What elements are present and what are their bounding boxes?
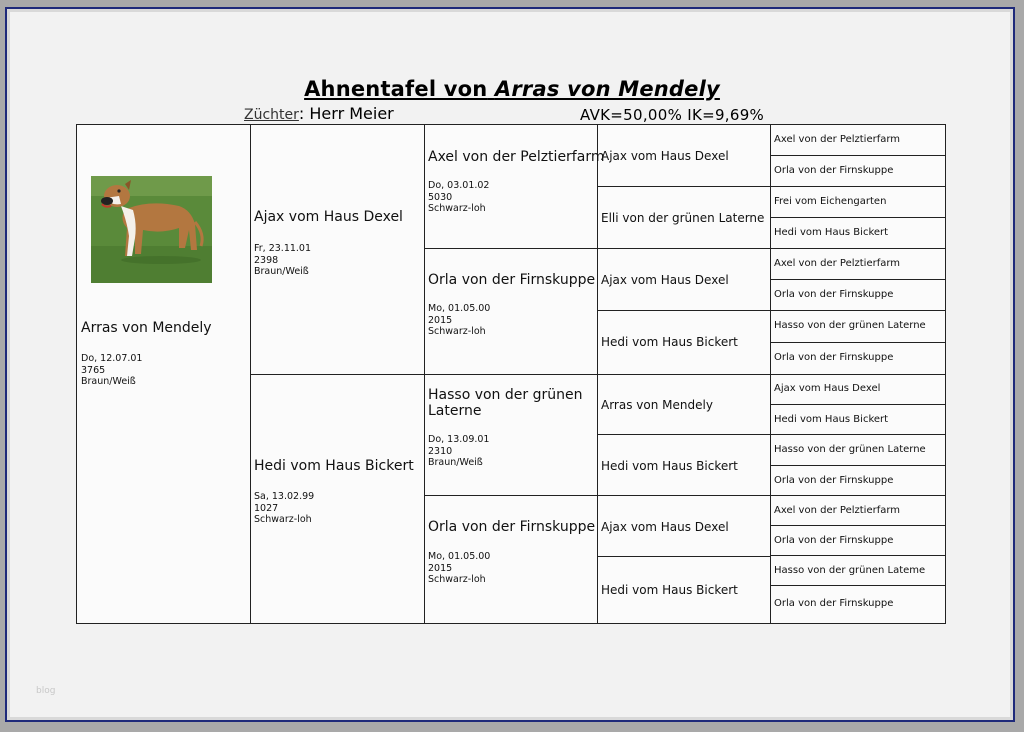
grandparent-color: Braun/Weiß	[428, 457, 483, 468]
gggp-name: Orla von der Firnskuppe	[774, 165, 894, 176]
grandparent-name: Orla von der Firnskuppe	[428, 272, 596, 288]
ggp-name: Arras von Mendely	[601, 398, 713, 412]
grandparent-cell	[424, 249, 597, 375]
sire-info	[254, 243, 311, 278]
ggp-name: Ajax vom Haus Dexel	[601, 149, 729, 163]
grandparent-color: Schwarz-loh	[428, 574, 486, 585]
gggp-cell	[770, 496, 945, 526]
subject-info	[81, 353, 142, 388]
gggp-name: Axel von der Pelztierfarm	[774, 258, 901, 269]
gggp-cell	[770, 187, 945, 218]
gggp-name: Axel von der Pelztierfarm	[774, 134, 901, 145]
grandparent-info	[428, 551, 490, 586]
ggp-cell	[597, 187, 770, 249]
ggp-cell	[597, 249, 770, 311]
dam-number: 1027	[254, 502, 279, 514]
dog-photo	[91, 176, 212, 283]
great-great-grandparents-column	[770, 125, 945, 623]
gggp-cell	[770, 125, 945, 156]
breeder-name: Herr Meier	[309, 104, 394, 123]
ggp-name: Hedi vom Haus Bickert	[601, 459, 738, 473]
gggp-name: Hedi vom Haus Bickert	[774, 414, 889, 425]
sire-color: Braun/Weiß	[254, 266, 309, 277]
grandparent-number: 2015	[428, 562, 453, 574]
ggp-name: Ajax vom Haus Dexel	[601, 273, 729, 287]
gggp-cell	[770, 343, 945, 375]
subject-date: Do, 12.07.01	[81, 353, 143, 364]
gggp-name: Ajax vom Haus Dexel	[774, 383, 881, 394]
gggp-name: Orla von der Firnskuppe	[774, 289, 894, 300]
grandparent-cell	[424, 375, 597, 496]
grandparent-info	[428, 434, 489, 469]
dam-name: Hedi vom Haus Bickert	[254, 458, 414, 474]
grandparents-column	[424, 125, 605, 623]
dam-cell	[250, 375, 424, 623]
grandparent-date: Mo, 01.05.00	[428, 303, 491, 314]
page-title	[0, 77, 1024, 101]
ggp-cell	[597, 311, 770, 375]
gggp-cell	[770, 526, 945, 556]
pedigree-table	[76, 124, 946, 624]
gggp-cell	[770, 556, 945, 586]
ggp-cell	[597, 375, 770, 435]
gggp-name: Orla von der Firnskuppe	[774, 352, 894, 363]
gggp-cell	[770, 375, 945, 405]
gggp-cell	[770, 405, 945, 435]
grandparent-color: Schwarz-loh	[428, 203, 486, 214]
gggp-cell	[770, 586, 945, 623]
breeder-label: Züchter	[244, 107, 299, 123]
sire-date: Fr, 23.11.01	[254, 243, 312, 254]
ggp-name: Hedi vom Haus Bickert	[601, 583, 738, 597]
title-dog-name: Arras von Mendely	[494, 77, 720, 101]
grandparent-color: Schwarz-loh	[428, 326, 486, 337]
gggp-name: Hedi vom Haus Bickert	[774, 227, 889, 238]
grandparent-cell	[424, 496, 597, 623]
grandparent-info	[428, 303, 490, 338]
gggp-name: Orla von der Firnskuppe	[774, 598, 894, 609]
gggp-cell	[770, 218, 945, 249]
gggp-name: Orla von der Firnskuppe	[774, 475, 894, 486]
grandparent-name-line2: Laterne	[428, 403, 482, 419]
grandparent-info	[428, 180, 489, 215]
grandparent-number: 2310	[428, 445, 453, 457]
grandparent-date: Do, 13.09.01	[428, 434, 490, 445]
grandparent-name: Axel von der Pelztierfarm	[428, 149, 605, 165]
watermark: blog	[36, 686, 56, 696]
ggp-cell	[597, 557, 770, 623]
grandparent-date: Mo, 01.05.00	[428, 551, 491, 562]
gggp-name: Hasso von der grünen Laterne	[774, 444, 926, 455]
gggp-name: Orla von der Firnskuppe	[774, 535, 894, 546]
sire-cell	[250, 125, 424, 375]
ggp-cell	[597, 125, 770, 187]
gggp-name: Frei vom Eichengarten	[774, 196, 887, 207]
gggp-cell	[770, 311, 945, 343]
breeder-separator: :	[298, 104, 310, 123]
subject-name: Arras von Mendely	[81, 320, 212, 336]
dam-color: Schwarz-loh	[254, 514, 312, 525]
inbreeding-coefficients: AVK=50,00% IK=9,69%	[580, 106, 765, 124]
grandparent-cell	[424, 125, 605, 249]
dam-info	[254, 491, 314, 526]
title-prefix: Ahnentafel von	[304, 77, 488, 101]
grandparent-name	[428, 387, 582, 419]
gggp-cell	[770, 280, 945, 311]
gggp-name: Hasso von der grünen Laterne	[774, 320, 926, 331]
grandparent-number: 2015	[428, 314, 453, 326]
grandparent-number: 5030	[428, 191, 453, 203]
ggp-name: Ajax vom Haus Dexel	[601, 520, 729, 534]
grandparent-name-line1: Hasso von der grünen	[428, 387, 583, 403]
ggp-cell	[597, 435, 770, 496]
grandparent-name: Orla von der Firnskuppe	[428, 519, 596, 535]
ggp-cell	[597, 496, 770, 557]
subject-column	[77, 125, 251, 623]
gggp-cell	[770, 435, 945, 466]
dam-date: Sa, 13.02.99	[254, 491, 315, 502]
ggp-name: Hedi vom Haus Bickert	[601, 335, 738, 349]
grandparent-date: Do, 03.01.02	[428, 180, 490, 191]
gggp-name: Hasso von der grünen Lateme	[774, 565, 926, 576]
subject-color: Braun/Weiß	[81, 376, 136, 387]
gggp-cell	[770, 249, 945, 280]
sire-number: 2398	[254, 254, 279, 266]
gggp-name: Axel von der Pelztierfarm	[774, 505, 901, 516]
subject-number: 3765	[81, 364, 106, 376]
ggp-name: Elli von der grünen Laterne	[601, 211, 765, 225]
great-grandparents-column	[597, 125, 771, 623]
gggp-cell	[770, 156, 945, 187]
breeder-line	[244, 104, 394, 123]
sire-name: Ajax vom Haus Dexel	[254, 209, 403, 225]
parents-column	[250, 125, 425, 623]
gggp-cell	[770, 466, 945, 496]
